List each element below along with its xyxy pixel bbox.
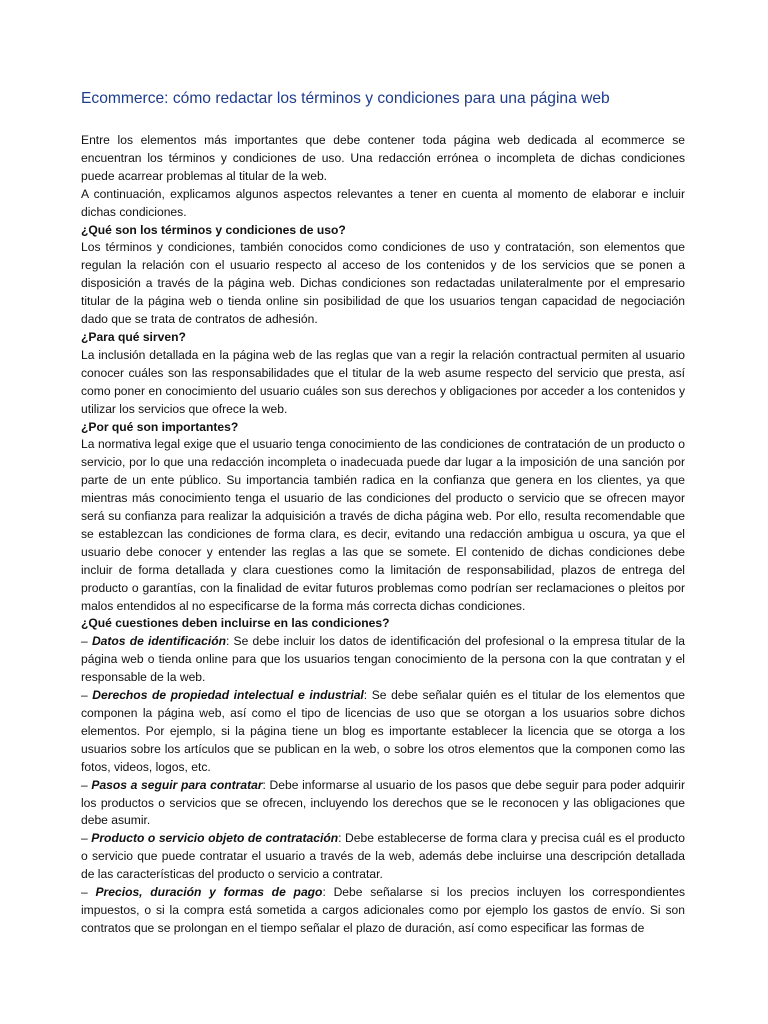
answer-paragraph-1: Los términos y condiciones, también conocidos como condiciones de uso y contratación, son elementos que regulan la relación con el usuario respecto al acceso de los contenidos y de los servicios que se ponen a disposición a través de la página web. Dichas condiciones son redactadas unilateralmente por el empresario titular de la página web o tienda online sin posibilidad de que los usuarios tengan capacidad de negociación dado que se trata de contratos de adhesión.: [81, 240, 685, 327]
list-item-text: : Debe informarse al usuario de los pasos que debe seguir para poder adquirir los productos o servicios que se ofrecen, incluyendo los derechos que se le reconocen y las obligaciones que debe asumir.: [81, 777, 685, 828]
intro-paragraph-1: Entre los elementos más importantes que debe contener toda página web dedicada al ecommerce se encuentran los términos y condiciones de uso. Una redacción errónea o incompleta de dichas condiciones puede acarrear problemas al titular de la web.: [81, 133, 685, 183]
list-item: [81, 633, 685, 687]
answer-paragraph-3: La normativa legal exige que el usuario tenga conocimiento de las condiciones de contratación de un producto o servicio, por lo que una redacción incompleta o inadecuada puede dar lugar a la imposición de una sanción por parte de un ente público. Su importancia también radica en la confianza que genera en los clientes, ya que mientras más conocimiento tenga el usuario de las condiciones del producto o servicio que se ofrecen mayor será su confianza para realizar la adquisición a través de dicha página web. Por ello, resulta recomendable que se establezcan las condiciones de forma clara, es decir, evitando una redacción ambigua u oscura, ya que el usuario debe conocer y entender las reglas a las que se somete. El contenido de dichas condiciones debe incluir de forma detallada y clara cuestiones como la limitación de responsabilidad, plazos de entrega del producto o garantías, con la finalidad de evitar futuros problemas como podrían ser reclamaciones o pleitos por malos entendidos al no especificarse de la forma más correcta dichas condiciones.: [81, 437, 685, 613]
document-body: [81, 132, 685, 938]
list-item: [81, 687, 685, 777]
document-title: Ecommerce: cómo redactar los términos y condiciones para una página web: [81, 90, 610, 107]
answer-paragraph-2: La inclusión detallada en la página web de las reglas que van a regir la relación contractual permiten al usuario conocer cuáles son las responsabilidades que el titular de la web asume respecto del servicio que presta, así como poner en conocimiento del usuario cuáles son sus derechos y obligaciones por acceder a los contenidos y utilizar los servicios que ofrece la web.: [81, 347, 685, 416]
list-item: [81, 884, 685, 938]
question-heading-3: ¿Por qué son importantes?: [81, 419, 239, 434]
list-item-label: Pasos a seguir para contratar: [91, 777, 263, 792]
question-heading-4: ¿Qué cuestiones deben incluirse en las condiciones?: [81, 616, 390, 631]
list-item-text: : Debe señalarse si los precios incluyen los correspondientes impuestos, o si la compra está sometida a cargos adicionales como por ejemplo los gastos de envío. Si son contratos que se prolongan en el tiempo señalar el plazo de duración, así como especificar las formas de: [81, 885, 685, 935]
intro-paragraph-2: A continuación, explicamos algunos aspectos relevantes a tener en cuenta al momento de elaborar e incluir dichas condiciones.: [81, 186, 685, 219]
list-item-label: Datos de identificación: [91, 634, 226, 649]
list-dash: –: [81, 777, 92, 792]
list-item: [81, 777, 685, 831]
list-dash: –: [81, 831, 92, 846]
question-heading-2: ¿Para qué sirven?: [81, 329, 186, 344]
list-item-label: Precios, duración y formas de pago: [95, 885, 323, 900]
document-page: [81, 88, 685, 938]
list-item: [81, 830, 685, 884]
list-item-text: : Se debe incluir los datos de identificación del profesional o la empresa titular de la página web o tienda online para que los usuarios tengan conocimiento de la persona con la que contratan y el responsable de la web.: [81, 634, 685, 685]
question-heading-1: ¿Qué son los términos y condiciones de uso?: [81, 222, 346, 237]
list-dash: –: [81, 634, 92, 649]
list-dash: –: [81, 885, 96, 900]
list-dash: –: [81, 688, 93, 703]
list-item-label: Producto o servicio objeto de contratación: [91, 831, 339, 846]
list-item-text: : Debe establecerse de forma clara y precisa cuál es el producto o servicio que puede contratar el usuario a través de la web, además debe incluirse una descripción detallada de las características del producto o servicio a contratar.: [81, 831, 685, 882]
list-item-text: : Se debe señalar quién es el titular de los elementos que componen la página web, así como el tipo de licencias de uso que se otorgan a los usuarios sobre dichos elementos. Por ejemplo, si la página tiene un blog es importante establecer la licencia que se otorga a los usuarios sobre los artículos que se publican en la web, o sobre los otros elementos que la componen como las fotos, videos, logos, etc.: [81, 688, 685, 774]
list-item-label: Derechos de propiedad intelectual e industrial: [92, 688, 364, 703]
